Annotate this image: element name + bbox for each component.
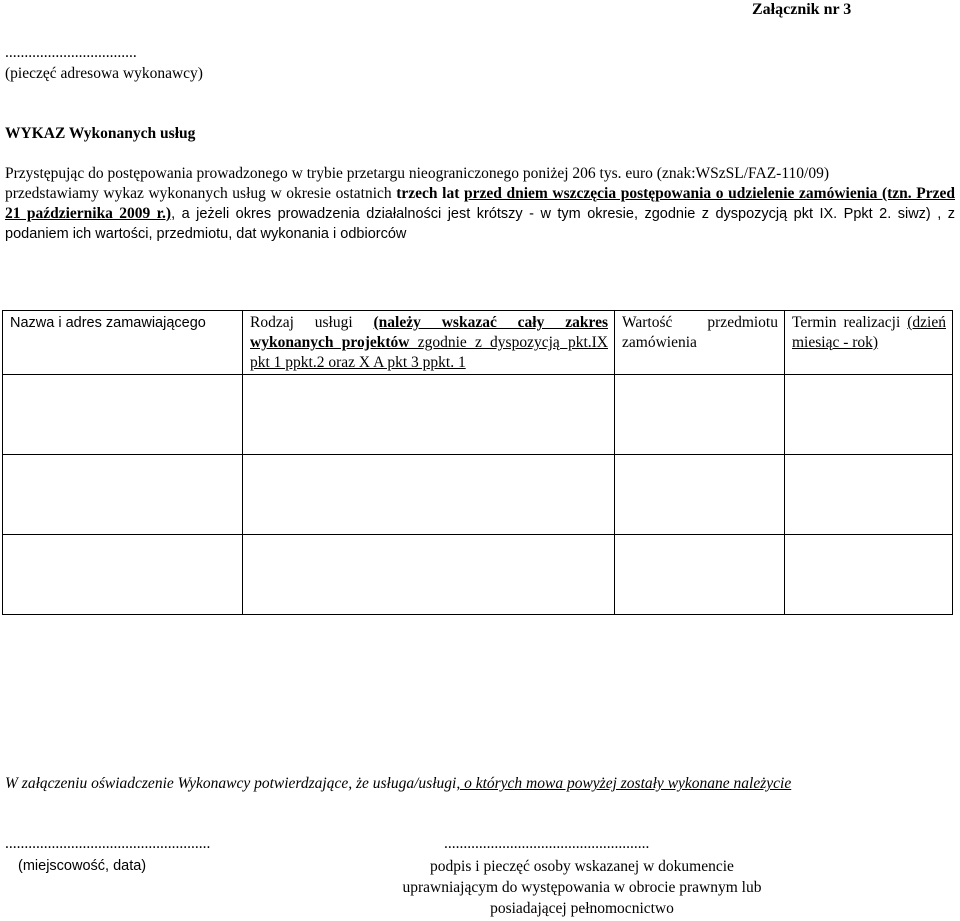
table-cell[interactable] — [785, 375, 953, 455]
document-title: WYKAZ Wykonanych usług — [5, 125, 196, 142]
statement-part-1: W załączeniu oświadczenie Wykonawcy potwierdzające, że usługa/usługi — [5, 775, 457, 792]
table-cell[interactable] — [3, 535, 243, 615]
signature-dots: ..................................................... — [444, 835, 650, 852]
attachment-number: Załącznik nr 3 — [752, 1, 852, 18]
place-date-label: (miejscowość, data) — [18, 858, 147, 874]
table-cell[interactable] — [785, 535, 953, 615]
col-completion-date-format: (dzień miesiąc - rok) — [792, 314, 946, 351]
table-cell[interactable] — [3, 375, 243, 455]
table-cell[interactable] — [243, 375, 615, 455]
col-completion-date-label: Termin realizacji — [792, 314, 908, 331]
table-cell[interactable] — [615, 455, 785, 535]
signature-line-1: podpis i pieczęć osoby wskazanej w dokumencie — [430, 858, 734, 875]
table-cell[interactable] — [243, 455, 615, 535]
intro-underlined-date: przed dniem wszczęcia postępowania o udzielenie zamówienia (tzn. Przed 21 października 2009 r.) — [5, 185, 956, 222]
intro-bold-period: trzech lat — [396, 185, 460, 202]
table-cell[interactable] — [3, 455, 243, 535]
col-service-type — [243, 311, 615, 375]
col-service-type-note: (należy wskazać cały zakres wykonanych projektów — [250, 314, 608, 351]
col-client-name-address: Nazwa i adres zamawiającego — [3, 311, 243, 375]
table-cell[interactable] — [243, 535, 615, 615]
signature-label — [357, 856, 807, 919]
table-header-row — [3, 311, 953, 375]
place-date-dots: ..................................................... — [5, 835, 211, 852]
services-table — [2, 310, 953, 615]
table-row — [3, 535, 953, 615]
col-completion-date — [785, 311, 953, 375]
table-row — [3, 375, 953, 455]
table-cell[interactable] — [615, 535, 785, 615]
statement-text — [5, 774, 791, 794]
stamp-placeholder-dots: .................................. — [5, 44, 137, 61]
table-cell[interactable] — [785, 455, 953, 535]
signature-line-3: posiadającej pełnomocnictwo — [490, 900, 674, 917]
statement-part-2: , o których mowa powyżej zostały wykonane należycie — [456, 775, 792, 792]
table-row — [3, 455, 953, 535]
intro-paragraph-1: Przystępując do postępowania prowadzonego w trybie przetargu nieograniczonego poniżej 206 tys. euro (znak:WSzSL/FAZ-110/09) — [5, 165, 829, 182]
intro-paragraph-2 — [5, 184, 955, 244]
col-service-type-label: Rodzaj usługi — [250, 314, 374, 331]
contractor-stamp-label: (pieczęć adresowa wykonawcy) — [5, 65, 203, 82]
col-service-type-reference: zgodnie z dyspozycją pkt.IX pkt 1 ppkt.2 oraz X A pkt 3 ppkt. 1 — [250, 334, 608, 371]
intro-text-tail: , a jeżeli okres prowadzenia działalności jest krótszy - w tym okresie, zgodnie z dyspozycją pkt IX. Ppkt 2. siwz) , z podaniem ich wartości, przedmiotu, dat wykonania i odbiorców — [5, 206, 955, 242]
table-cell[interactable] — [615, 375, 785, 455]
intro-text — [5, 164, 955, 244]
col-value: Wartość przedmiotu zamówienia — [615, 311, 785, 375]
signature-line-2: uprawniającym do występowania w obrocie prawnym lub — [402, 879, 762, 896]
intro-text-part: przedstawiamy wykaz wykonanych usług w okresie ostatnich — [5, 185, 397, 202]
